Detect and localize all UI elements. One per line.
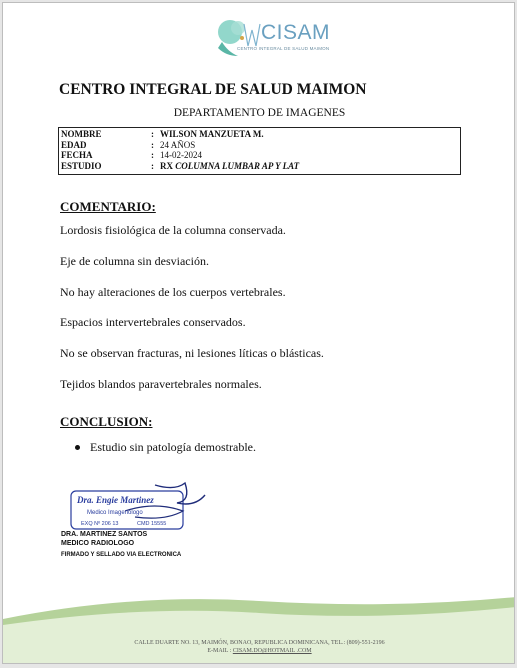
report-page xyxy=(2,2,515,664)
comentario-line: Tejidos blandos paravertebrales normales. xyxy=(60,377,262,391)
comentario-line: Espacios intervertebrales conservados. xyxy=(60,315,246,329)
conclusion-text: Estudio sin patología demostrable. xyxy=(90,440,256,454)
comentario-line: Eje de columna sin desviación. xyxy=(60,254,209,268)
department-title: DEPARTAMENTO DE IMAGENES xyxy=(173,107,346,119)
info-colon: : xyxy=(151,150,154,160)
info-row-edad xyxy=(61,140,458,151)
signature-stamp xyxy=(65,481,215,531)
signature-note: FIRMADO Y SELLADO VIA ELECTRONICA xyxy=(61,552,182,558)
logo-name: CISAM xyxy=(261,21,331,44)
comentario-line: No hay alteraciones de los cuerpos vertebrales. xyxy=(60,285,286,299)
comentario-line: Lordosis fisiológica de la columna conservada. xyxy=(60,223,286,237)
conclusion-heading: CONCLUSION: xyxy=(60,414,153,429)
footer-email-label: E-MAIL : xyxy=(207,648,232,654)
bullet-icon xyxy=(75,445,80,450)
info-colon: : xyxy=(151,139,154,150)
stamp-cmd-text: CMD 15555 xyxy=(137,521,167,527)
info-row-fecha xyxy=(61,150,458,161)
study-prefix: RX xyxy=(160,160,173,171)
patient-info-table xyxy=(58,127,461,175)
info-value xyxy=(160,161,458,172)
info-label: FECHA xyxy=(61,150,93,160)
signer-role: MEDICO RADIOLOGO xyxy=(61,540,135,547)
info-row-nombre xyxy=(61,129,458,140)
comentario-heading: COMENTARIO: xyxy=(60,199,156,214)
info-value: 14-02-2024 xyxy=(160,150,202,160)
comentario-line: No se observan fracturas, ni lesiones líticas o blásticas. xyxy=(60,346,324,360)
study-name: COLUMNA LUMBAR AP Y LAT xyxy=(175,160,300,171)
footer-address: CALLE DUARTE NO. 13, MAIMÓN, BONAO, REPUBLICA DOMINICANA, TEL.: (809)-551-2196 xyxy=(134,640,385,646)
info-label: NOMBRE xyxy=(61,129,102,139)
footer-email[interactable]: CISAM.DO@HOTMAIL .COM xyxy=(232,648,312,654)
footer-email-line xyxy=(3,648,515,654)
info-value: 24 AÑOS xyxy=(160,139,196,150)
stamp-exeq-text: EXQ Nº 206 13 xyxy=(81,521,119,527)
info-colon: : xyxy=(151,160,154,171)
logo-subtitle: CENTRO INTEGRAL DE SALUD MAIMON xyxy=(237,46,330,51)
stamp-name-text: Dra. Engie Martinez xyxy=(77,495,154,505)
info-label: EDAD xyxy=(61,139,87,150)
info-label: ESTUDIO xyxy=(61,160,102,171)
signer-name: DRA. MARTINEZ SANTOS xyxy=(61,531,148,538)
info-row-estudio xyxy=(61,161,458,172)
info-value: WILSON MANZUETA M. xyxy=(160,129,264,139)
info-colon: : xyxy=(151,129,154,139)
stamp-role-text: Medico Imagenologo xyxy=(87,510,143,516)
page-title: CENTRO INTEGRAL DE SALUD MAIMON xyxy=(59,81,367,98)
conclusion-item xyxy=(75,440,256,455)
